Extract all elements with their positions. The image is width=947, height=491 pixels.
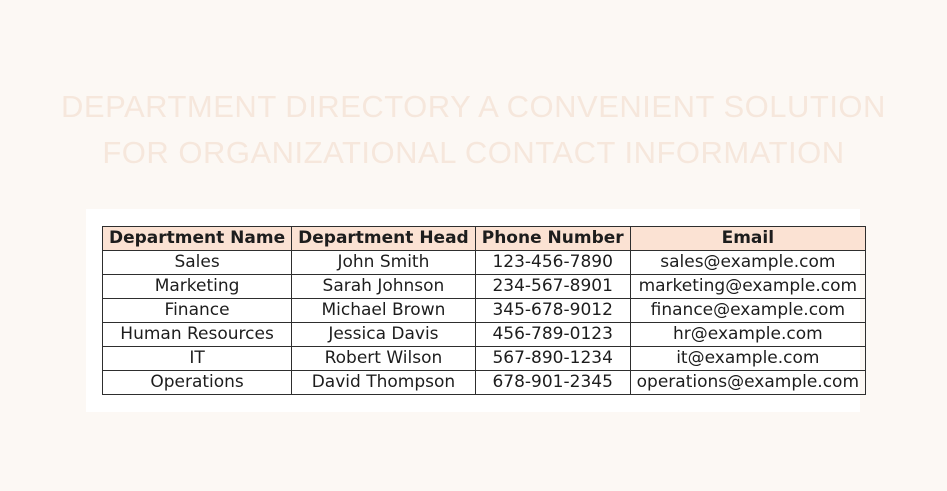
column-header-department-head: Department Head [292,227,476,251]
table-row [103,275,866,299]
phone-number-cell: 678-901-2345 [475,371,630,395]
table-row [103,299,866,323]
department-directory-table [102,226,866,395]
phone-number-cell: 456-789-0123 [475,323,630,347]
table-row [103,251,866,275]
department-head-cell: Michael Brown [292,299,476,323]
phone-number-cell: 234-567-8901 [475,275,630,299]
column-header-email: Email [630,227,865,251]
phone-number-cell: 123-456-7890 [475,251,630,275]
page-title-line-1: DEPARTMENT DIRECTORY A CONVENIENT SOLUTION [61,89,886,124]
department-name-cell: Finance [103,299,292,323]
column-header-department-name: Department Name [103,227,292,251]
department-name-cell: Operations [103,371,292,395]
department-head-cell: John Smith [292,251,476,275]
table-row [103,347,866,371]
department-name-cell: Sales [103,251,292,275]
phone-number-cell: 567-890-1234 [475,347,630,371]
email-cell: operations@example.com [630,371,865,395]
department-head-cell: Jessica Davis [292,323,476,347]
department-head-cell: Robert Wilson [292,347,476,371]
department-head-cell: Sarah Johnson [292,275,476,299]
table-row [103,323,866,347]
email-cell: marketing@example.com [630,275,865,299]
email-cell: finance@example.com [630,299,865,323]
email-cell: sales@example.com [630,251,865,275]
page-title-line-2: FOR ORGANIZATIONAL CONTACT INFORMATION [102,135,845,170]
directory-card [86,209,860,412]
email-cell: it@example.com [630,347,865,371]
phone-number-cell: 345-678-9012 [475,299,630,323]
column-header-phone-number: Phone Number [475,227,630,251]
table-row [103,371,866,395]
page-title [0,84,947,176]
table-header-row [103,227,866,251]
department-name-cell: IT [103,347,292,371]
department-head-cell: David Thompson [292,371,476,395]
email-cell: hr@example.com [630,323,865,347]
department-name-cell: Human Resources [103,323,292,347]
department-name-cell: Marketing [103,275,292,299]
